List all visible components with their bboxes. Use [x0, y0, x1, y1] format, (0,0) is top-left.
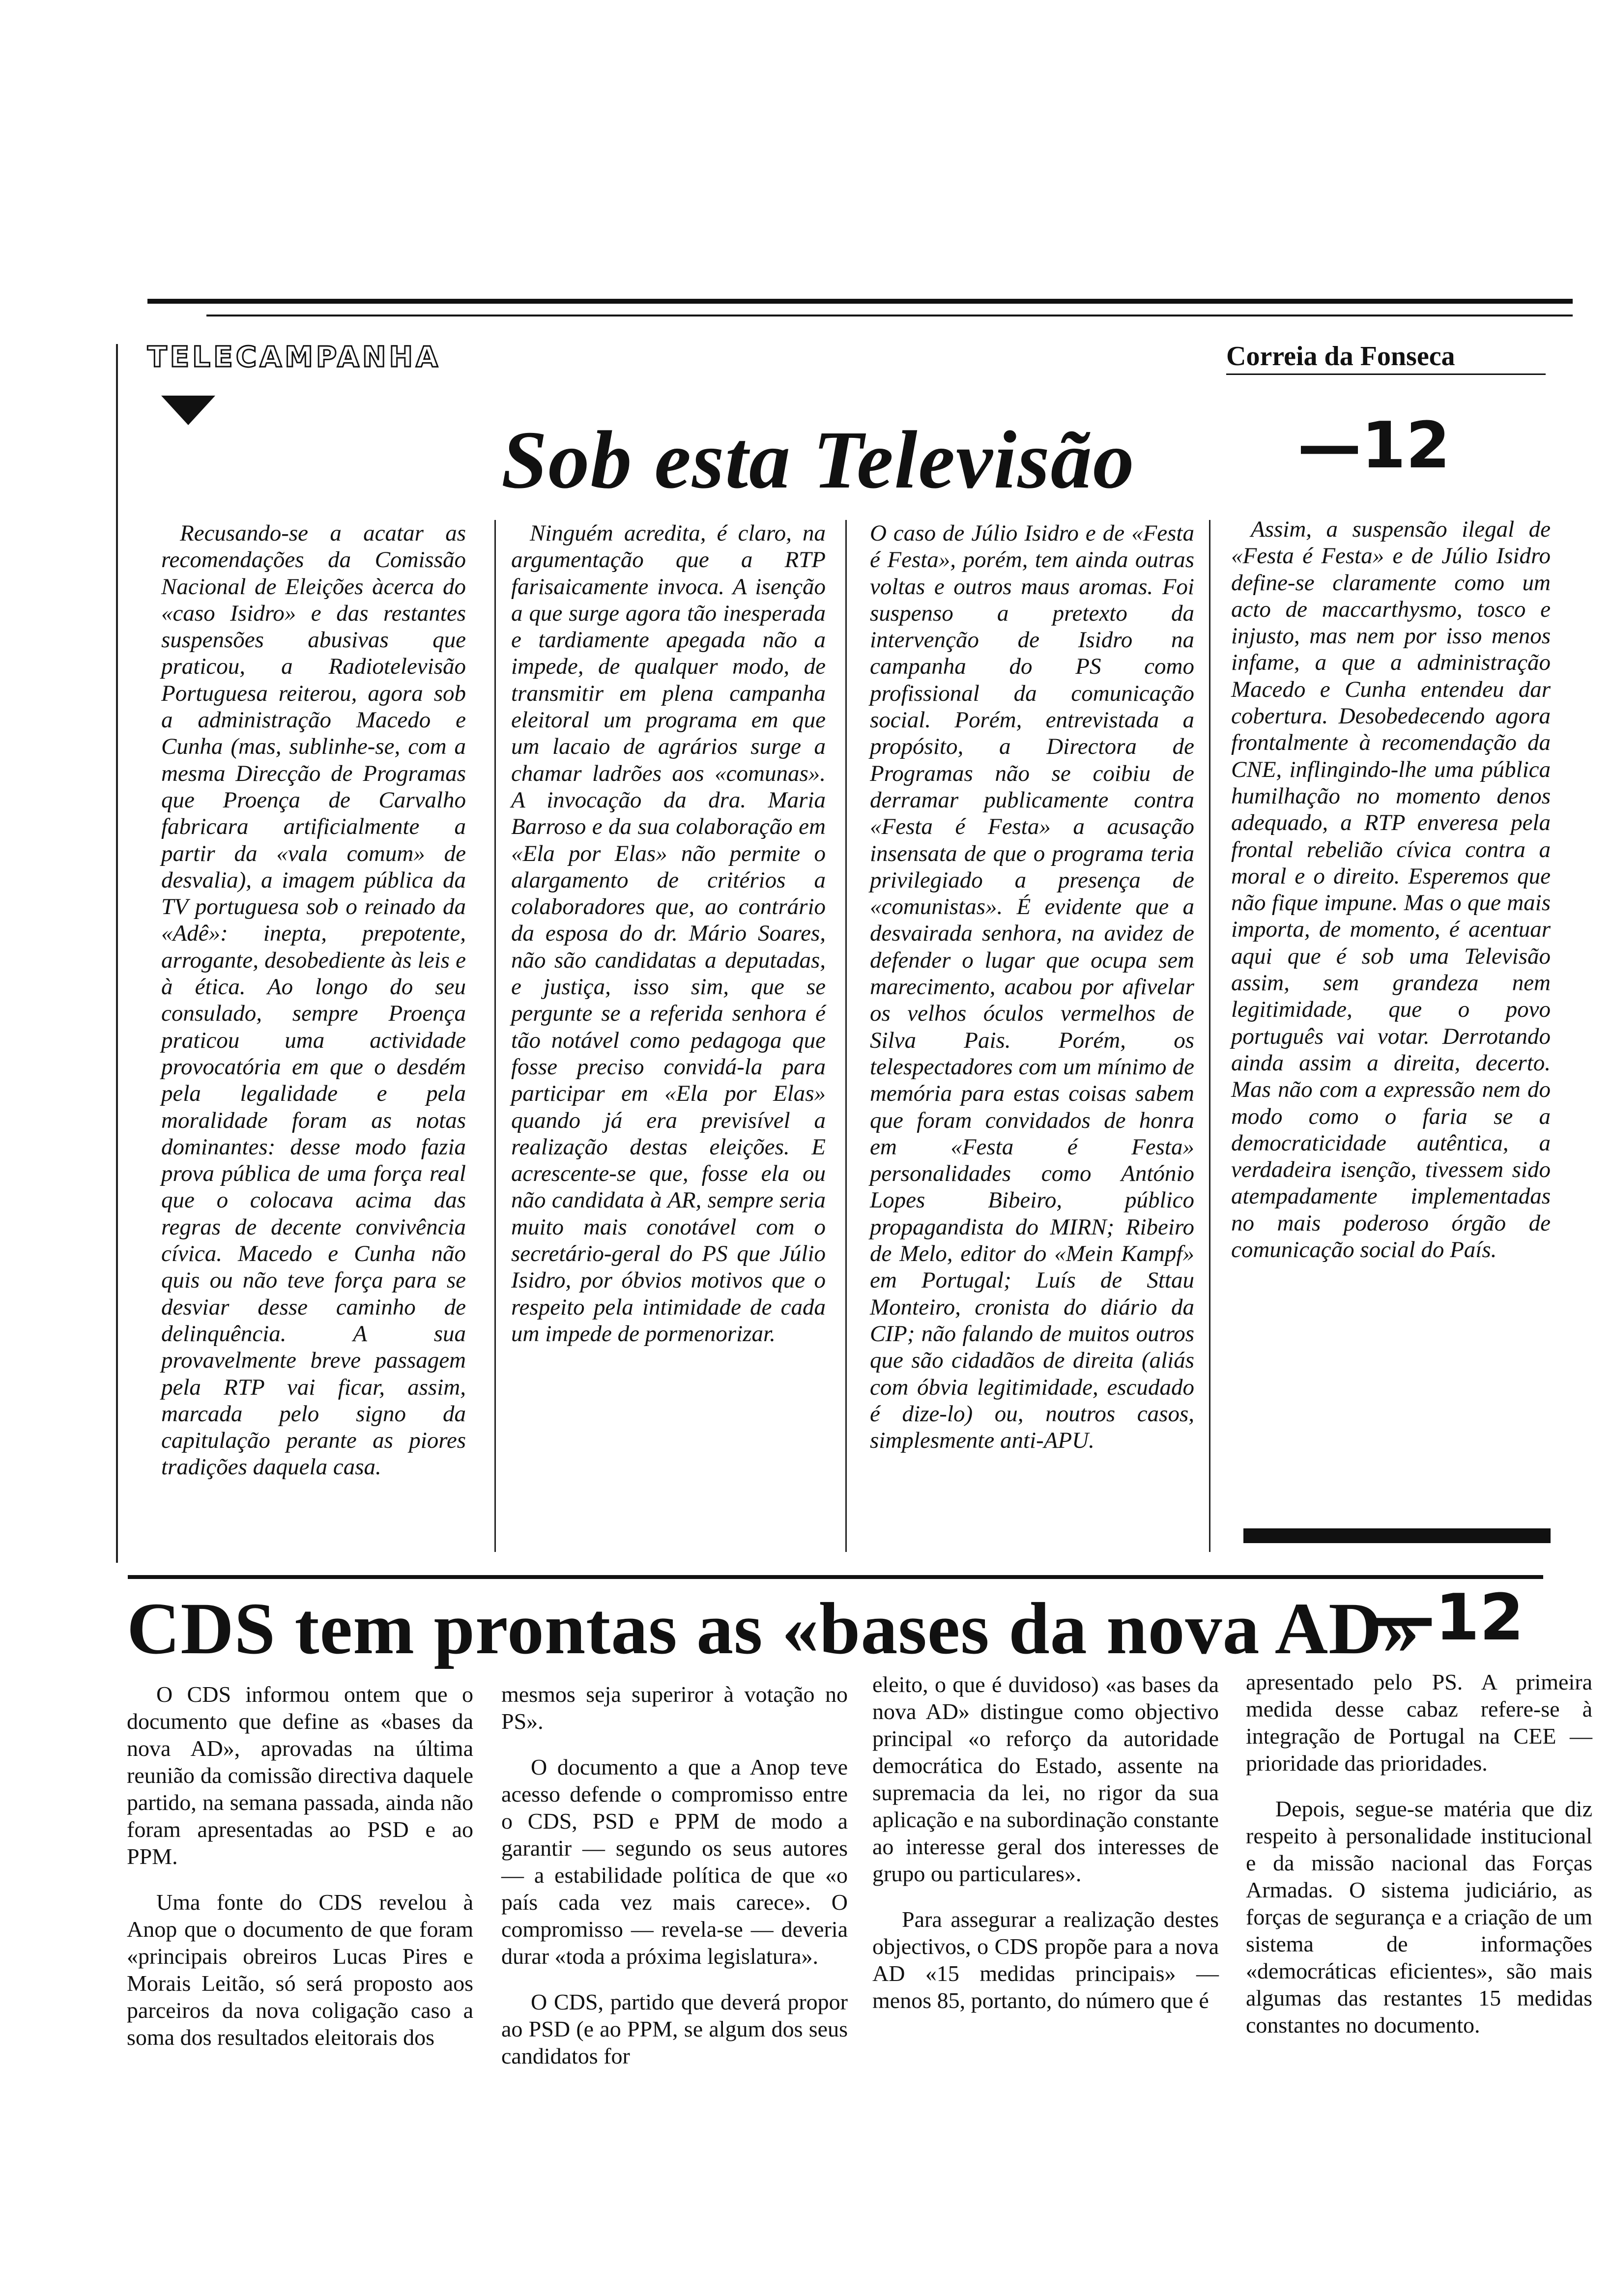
column-paragraph: eleito, o que é duvidoso) «as bases da nova AD» distingue como objectivo principal «o reforço da autoridade democrática do Estado, assente na supremacia da lei, no rigor da sua aplicação e na subordinação constante ao interesse geral dos interesses de grupo ou particulares».: [872, 1672, 1219, 1886]
triangle-down-icon: [161, 396, 215, 425]
article-column-2: [511, 520, 826, 1347]
column-text: O caso de Júlio Isidro e de «Festa é Festa», porém, tem ainda outras voltas e outros maus aromas. Foi suspenso a pretexto da intervenção de Isidro na campanha do PS como profissional da comunicação social. Porém, entrevistada a propósito, a Directora de Programas não se coibiu de derramar publicamente contra «Festa é Festa» a acusação insensata de que o programa teria privilegiado a presença de «comunistas». É evidente que a desvairada senhora, na avidez de defender o lugar que ocupa sem marecimento, acabou por afivelar os velhos óculos vermelhos de Silva Pais. Porém, os telespectadores com um mínimo de memória para estas coisas sabem que foram convidados de honra em «Festa é Festa» personalidades como António Lopes Bibeiro, público propagandista do MIRN; Ribeiro de Melo, editor do «Mein Kampf» em Portugal; Luís de Sttau Monteiro, cronista do diário da CIP; não falando de muitos outros que são cidadãos de direita (aliás com óbvia legitimidade, escudado é dize-lo) ou, noutros casos, simplesmente anti-APU.: [870, 520, 1194, 1454]
handwritten-mark: —12: [1297, 408, 1450, 483]
column-divider: [494, 520, 496, 1552]
handwritten-mark: —12: [1371, 1580, 1524, 1655]
article-headline: Sob esta Televisão: [501, 414, 1135, 506]
column-paragraph: O CDS informou ontem que o documento que define as «bases da nova AD», aprovadas na última reunião da comissão directiva daquele partido, na semana passada, ainda não foram apresentadas ao PSD e ao PPM.: [127, 1682, 473, 1869]
article2-column-3: [872, 1671, 1219, 2033]
column-text: Ninguém acredita, é claro, na argumentação que a RTP farisaicamente invoca. A isenção a que surge agora tão inesperada e tardiamente apegada não a impede, de qualquer modo, de transmitir em plena campanha eleitoral um programa em que um lacaio de agrários surge a chamar ladrões aos «comunas». A invocação da dra. Maria Barroso e da sua colaboração em «Ela por Elas» não permite o alargamento de critérios a colaboradores que, ao contrário da esposa do dr. Mário Soares, não são candidatas a deputadas, e justiça, isso sim, que se pergunte se a referida senhora é tão notável como pedagoga que fosse preciso convidá-la para participar em «Ela por Elas» quando já era previsível a realização destas eleições. E acrescente-se que, fosse ela ou não candidata à AR, sempre seria muito mais conotável com o secretário-geral do PS que Júlio Isidro, por óbvios motivos que o respeito pela intimidade de cada um impede de pormenorizar.: [511, 520, 826, 1347]
column-paragraph: Para assegurar a realização destes objectivos, o CDS propõe para a nova AD «15 medidas principais» — menos 85, portanto, do número que é: [872, 1907, 1219, 2013]
column-divider: [1209, 520, 1210, 1552]
column-paragraph: Depois, segue-se matéria que diz respeito à personalidade institucional e da missão nacional das Forças Armadas. O sistema judiciário, as forças de segurança e a criação de um sistema de informações «democráticas eficientes», são mais algumas das restantes 15 medidas constantes no documento.: [1246, 1796, 1592, 2038]
article2-column-2: [501, 1681, 848, 2088]
column-paragraph: apresentado pelo PS. A primeira medida desse cabaz refere-se à integração de Portugal na CEE — prioridade das prioridades.: [1246, 1669, 1592, 1776]
column-text: Recusando-se a acatar as recomendações da Comissão Nacional de Eleições àcerca do «caso Isidro» e das restantes suspensões abusivas que praticou, a Radiotelevisão Portuguesa reiterou, agora sob a administração Macedo e Cunha (mas, sublinhe-se, com a mesma Direcção de Programas que Proença de Carvalho fabricara artificialmente a partir da «vala comum» de desvalia), a imagem pública da TV portuguesa sob o reinado da «Adê»: inepta, prepotente, arrogante, desobediente às leis e à ética. Ao longo do seu consulado, sempre Proença praticou uma actividade provocatória em que o desdém pela legalidade e pela moralidade foram as notas dominantes: desse modo fazia prova pública de uma força real que o colocava acima das regras de decente convivência cívica. Macedo e Cunha não quis ou não teve força para se desviar desse caminho de delinquência. A sua provavelmente breve passagem pela RTP vai ficar, assim, marcada pelo signo da capitulação perante as piores tradições daquela casa.: [161, 520, 466, 1480]
column-paragraph: O CDS, partido que deverá propor ao PSD (e ao PPM, se algum dos seus candidatos for: [501, 1989, 848, 2068]
frame-left-line: [116, 344, 118, 1563]
column-text: Assim, a suspensão ilegal de «Festa é Festa» e de Júlio Isidro define-se claramente como um acto de maccarthysmo, tosco e injusto, mas nem por isso menos infame, a que a administração Macedo e Cunha entendeu dar cobertura. Desobedecendo agora frontalmente à recomendação da CNE, inflingindo-lhe uma pública humilhação no momento denos adequado, a RTP enveresa pela frontal rebelião cívica contra a moral e o direito. Esperemos que não fique impune. Mas o que mais importa, de momento, é acentuar aqui que é sob uma Televisão assim, sem grandeza nem legitimidade, que o povo português vai votar. Derrotando ainda assim a direita, decerto. Mas não com a expressão nem do modo como o faria se a democraticidade autêntica, a verdadeira isenção, tivessem sido atempadamente implementadas no mais poderoso órgão de comunicação social do País.: [1231, 517, 1551, 1263]
end-bar: [1243, 1528, 1551, 1543]
section-banner: TELECAMPANHA: [147, 340, 441, 373]
column-divider: [845, 520, 847, 1552]
article-column-3: [870, 520, 1194, 1454]
author-byline: Correia da Fonseca: [1226, 341, 1455, 372]
column-paragraph: mesmos seja superiror à votação no PS».: [501, 1682, 848, 1734]
author-underline: [1226, 373, 1546, 375]
top-rule: [147, 299, 1573, 304]
article2-column-4: [1246, 1668, 1592, 2057]
article-separator: [128, 1575, 1543, 1579]
article2-column-1: [127, 1681, 473, 2069]
article-column-4: [1231, 516, 1551, 1263]
article-headline: CDS tem prontas as «bases da nova AD»: [127, 1588, 1420, 1669]
article-column-1: [161, 520, 466, 1481]
column-paragraph: O documento a que a Anop teve acesso defende o compromisso entre o CDS, PSD e PPM de modo a garantir — segundo os seus autores — a estabilidade política de que «o país cada vez mais carece». O compromisso — revela-se — deveria durar «toda a próxima legislatura».: [501, 1754, 848, 1969]
top-rule-thin: [206, 315, 1573, 316]
column-paragraph: Uma fonte do CDS revelou à Anop que o documento de que foram «principais obreiros Lucas Pires e Morais Leitão, só será proposto aos parceiros da nova coligação caso a soma dos resultados eleitorais dos: [127, 1890, 473, 2050]
